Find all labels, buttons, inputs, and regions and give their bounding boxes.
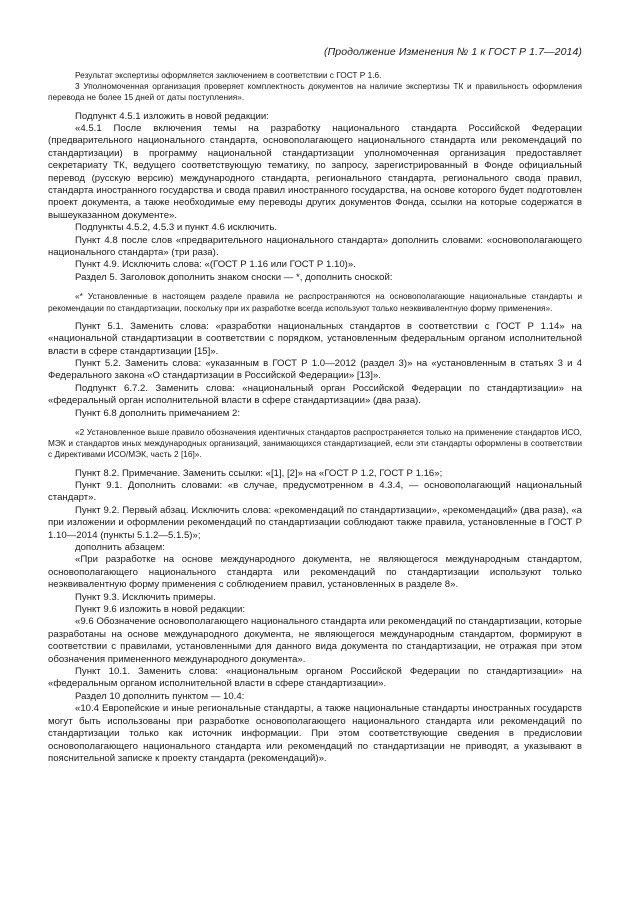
paragraph: Пункт 4.9. Исключить слова: «(ГОСТ Р 1.16 или ГОСТ Р 1.10)». xyxy=(75,259,356,271)
paragraph: «При разработке на основе международного документа, не являющегося международным стандартом, основополагающего национального стандарта или рекомендаций по стандартизации используют только неэквивалентную форму применения с соблюдением правил, установленных в разделе 8». xyxy=(48,554,582,591)
paragraph: Раздел 10 дополнить пунктом — 10.4: xyxy=(75,690,245,702)
paragraph: «4.5.1 После включения темы на разработку национального стандарта Российской Федерации (предварительного национального стандарта, основополагающего национального стандарта или рекомендаций по стандартизации) в программу национальной стандартизации уполномоченная организация предоставляет секретариату ТК, ведущего соответствующую тематику, по запросу, зарегистрированный в Фонде официальный перевод (русскую версию) международного стандарта, регионального стандарта, регионального свода правил, стандарта иностранного государства и свода правил иностранного государства, на основе которого будет подготовлен проект документа, а также необходимые ему переводы других документов Фонда, ссылки на которые содержатся в вышеуказанном документе». xyxy=(48,123,582,221)
paragraph: «2 Установленное выше правило обозначения идентичных стандартов распространяется только на применение стандартов ИСО, МЭК и стандартов иных международных организаций, занимающихся стандартизацией, если эти стандарты оформлены в соответствии с Директивами ИСО/МЭК, часть 2 [16]». xyxy=(48,426,582,460)
paragraph: Пункт 9.2. Первый абзац. Исключить слова: «рекомендаций по стандартизации», «рекомендаций» (два раза), «а при изложении и оформлении рекомендаций по стандартизации соблюдают также правила, установленные в ГОСТ Р 1.10—2014 (пункты 5.1.2—5.1.5)»; xyxy=(48,504,582,541)
paragraph: Пункт 9.3. Исключить примеры. xyxy=(75,591,216,603)
paragraph: дополнить абзацем: xyxy=(75,542,165,553)
paragraph: Пункт 9.6 изложить в новой редакции: xyxy=(75,604,245,616)
document-body xyxy=(48,70,582,765)
page-header: (Продолжение Изменения № 1 к ГОСТ Р 1.7—2014) xyxy=(323,46,582,58)
paragraph: Пункт 8.2. Примечание. Заменить ссылки: «[1], [2]» на «ГОСТ Р 1.2, ГОСТ Р 1.16»; xyxy=(75,467,443,479)
paragraph: «* Установленные в настоящем разделе правила не распространяются на основополагающие национальные стандарты и рекомендации по стандартизации, поскольку при их разработке всегда используют только неэквивалентную форму применения». xyxy=(48,291,582,313)
paragraph: Пункт 5.1. Заменить слова: «разработки национальных стандартов в соответствии с ГОСТ Р 1.14» на «национальной стандартизации в соответствии с порядком, установленным федеральным органом исполнительной власти в сфере стандартизации [15]». xyxy=(48,320,582,357)
paragraph: Подпункт 6.7.2. Заменить слова: «национальный орган Российской Федерации по стандартизации» на «федеральный орган исполнительной власти в сфере стандартизации» (два раза). xyxy=(48,382,582,407)
paragraph: Результат экспертизы оформляется заключением в соответствии с ГОСТ Р 1.6. xyxy=(75,70,382,80)
paragraph: Подпункт 4.5.1 изложить в новой редакции: xyxy=(75,110,269,122)
paragraph: Пункт 4.8 после слов «предварительного национального стандарта» дополнить словами: «основополагающего национального стандарта» (три раза). xyxy=(48,234,582,259)
paragraph: Подпункты 4.5.2, 4.5.3 и пункт 4.6 исключить. xyxy=(75,222,277,234)
paragraph: Пункт 5.2. Заменить слова: «указанным в ГОСТ Р 1.0—2012 (раздел 3)» на «установленным в статьях 3 и 4 Федерального закона «О стандартизации в Российской Федерации» [13]». xyxy=(48,357,582,382)
paragraph: 3 Уполномоченная организация проверяет комплектность документов на наличие экспертизы ТК и правильность оформления перевода не более 15 дней от даты поступления». xyxy=(48,81,582,103)
paragraph: «9.6 Обозначение основополагающего национального стандарта или рекомендаций по стандартизации, которые разработаны на основе международного документа, не являющегося международным стандартом, формируют в соответствии с правилами, установленными для данного вида документа по стандартизации, не отражая при этом обозначения примененного международного документа». xyxy=(48,616,582,665)
paragraph: «10.4 Европейские и иные региональные стандарты, а также национальные стандарты иностранных государств могут быть использованы при разработке основополагающего национального стандарта или рекомендаций по стандартизации только как источник информации. При этом соответствующие сведения в предисловии основополагающего национального стандарта или рекомендаций по стандартизации не приводят, а указывают в пояснительной записке к проекту стандарта (рекомендаций)». xyxy=(48,703,582,764)
paragraph: Пункт 10.1. Заменить слова: «национальным органом Российской Федерации по стандартизации» на «федеральным органом исполнительной власти в сфере стандартизации». xyxy=(48,666,582,690)
paragraph: Пункт 6.8 дополнить примечанием 2: xyxy=(75,407,241,419)
paragraph: Пункт 9.1. Дополнить словами: «в случае, предусмотренном в 4.3.4, — основополагающий национальный стандарт». xyxy=(48,479,582,504)
paragraph: Раздел 5. Заголовок дополнить знаком сноски — *, дополнить сноской: xyxy=(75,271,393,283)
